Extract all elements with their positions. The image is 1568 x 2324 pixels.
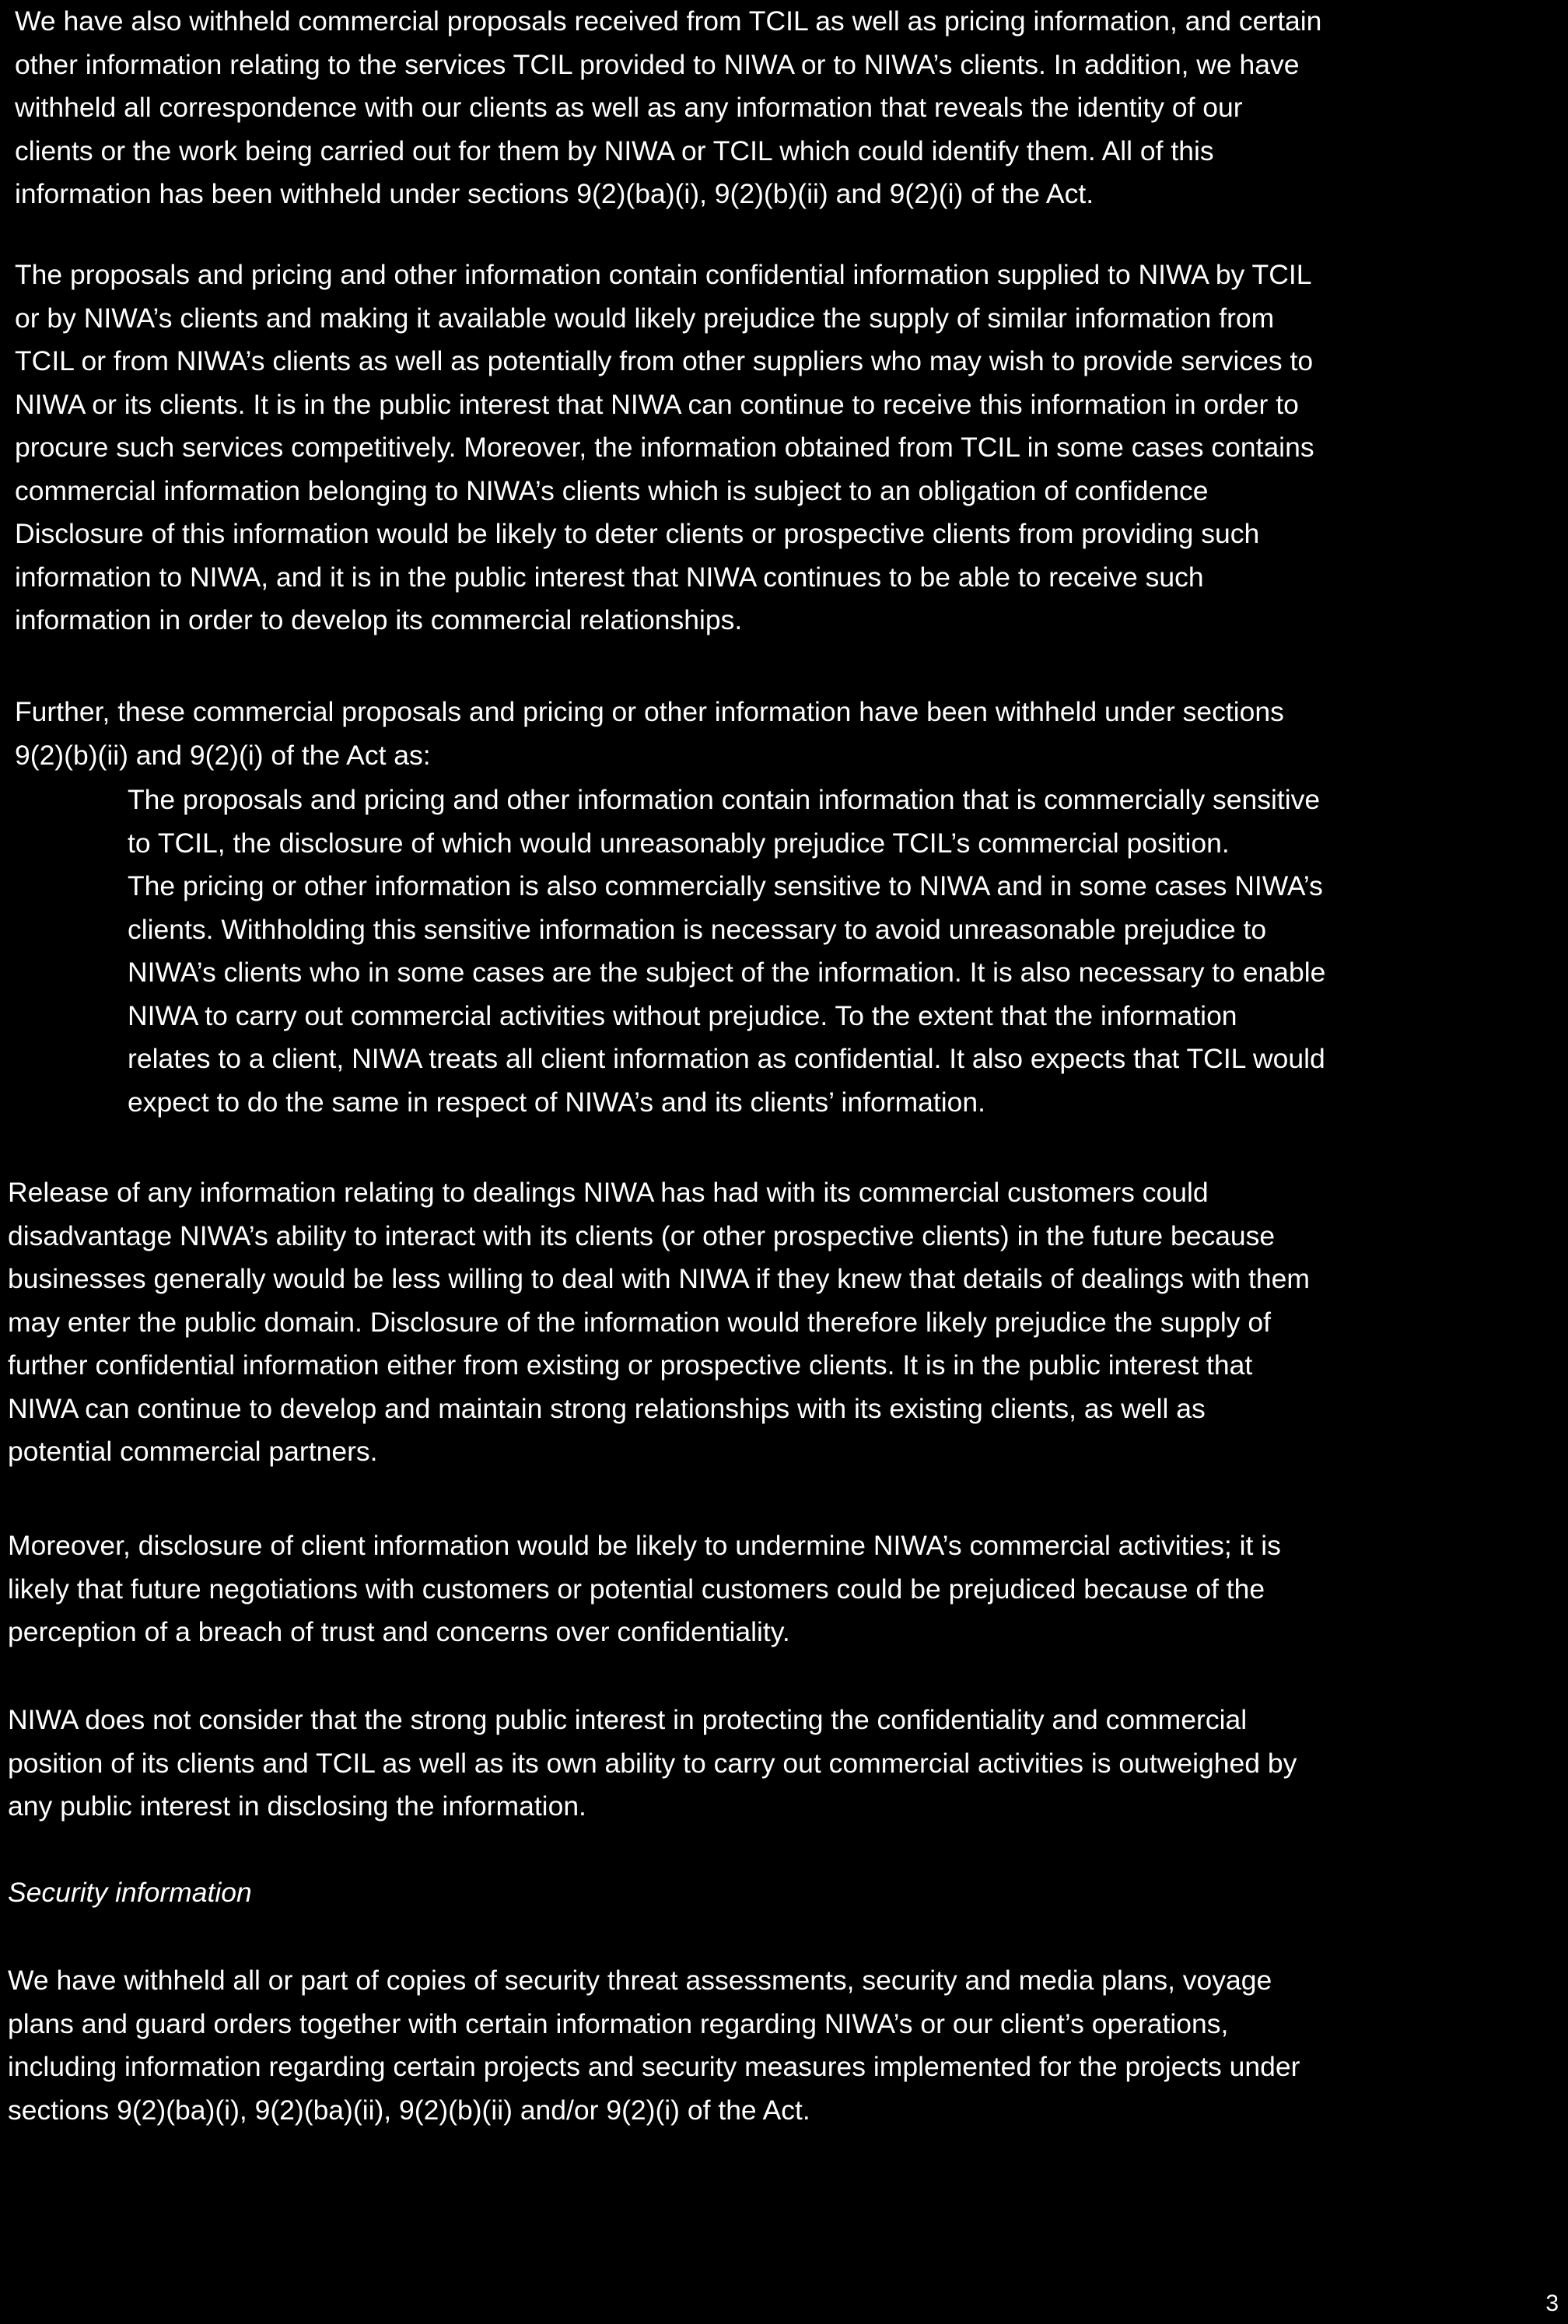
text-line: NIWA to carry out commercial activities without prejudice. To the extent that the information <box>128 999 1237 1031</box>
text-line: 9(2)(b)(ii) and 9(2)(i) of the Act as: <box>15 739 431 771</box>
text-line: clients. Withholding this sensitive information is necessary to avoid unreasonable prejudice to <box>128 913 1267 945</box>
text-line: procure such services competitively. Moreover, the information obtained from TCIL in some cases contains <box>15 432 1314 463</box>
text-line: withheld all correspondence with our clients as well as any information that reveals the identity of our <box>15 92 1243 123</box>
text-line: other information relating to the services TCIL provided to NIWA or to NIWA’s clients. In addition, we have <box>15 48 1300 80</box>
text-line: Release of any information relating to dealings NIWA has had with its commercial customers could <box>8 1177 1209 1208</box>
text-line: The proposals and pricing and other information contain information that is commercially sensitive <box>128 784 1321 815</box>
text-line: The pricing or other information is also commercially sensitive to NIWA and in some cases NIWA’s <box>128 870 1323 901</box>
text-line: NIWA or its clients. It is in the public interest that NIWA can continue to receive this information in order to <box>15 388 1299 420</box>
text-line: disadvantage NIWA’s ability to interact with its clients (or other prospective clients) in the future because <box>8 1220 1276 1251</box>
text-line: We have withheld all or part of copies of security threat assessments, security and media plans, voyage <box>8 1965 1272 1996</box>
text-line: further confidential information either from existing or prospective clients. It is in the public interest that <box>8 1349 1253 1381</box>
text-line: TCIL or from NIWA’s clients as well as potentially from other suppliers who may wish to provide services to <box>15 345 1314 376</box>
paragraph-security-withheld <box>8 1959 1300 2132</box>
text-line: commercial information belonging to NIWA’s clients which is subject to an obligation of confidence <box>15 474 1209 506</box>
text-line: clients or the work being carried out for them by NIWA or TCIL which could identify them. All of this <box>15 135 1214 166</box>
text-line: potential commercial partners. <box>8 1436 378 1467</box>
text-line: NIWA does not consider that the strong public interest in protecting the confidentiality and commercial <box>8 1704 1248 1735</box>
text-line: any public interest in disclosing the information. <box>8 1790 586 1822</box>
paragraph-disclosure-client <box>8 1524 1281 1654</box>
text-line: expect to do the same in respect of NIWA’s and its clients’ information. <box>128 1086 985 1118</box>
text-line: NIWA can continue to develop and maintain strong relationships with its existing clients, as well as <box>8 1392 1206 1424</box>
text-line: The proposals and pricing and other information contain confidential information supplied to NIWA by TCIL <box>15 259 1312 290</box>
text-line: perception of a breach of trust and concerns over confidentiality. <box>8 1616 790 1647</box>
text-line: businesses generally would be less willing to deal with NIWA if they knew that details of dealings with them <box>8 1263 1310 1294</box>
text-line: Further, these commercial proposals and pricing or other information have been withheld under sections <box>15 696 1284 727</box>
paragraph-indented-reasons <box>128 779 1325 1124</box>
paragraph-withheld-proposals <box>15 0 1321 216</box>
text-line: information in order to develop its commercial relationships. <box>15 604 743 635</box>
text-line: likely that future negotiations with customers or potential customers could be prejudiced because of the <box>8 1573 1265 1605</box>
text-line: sections 9(2)(ba)(i), 9(2)(ba)(ii), 9(2)(b)(ii) and/or 9(2)(i) of the Act. <box>8 2094 810 2126</box>
text-line: Moreover, disclosure of client information would be likely to undermine NIWA’s commercial activities; it is <box>8 1530 1281 1561</box>
text-line: or by NIWA’s clients and making it available would likely prejudice the supply of similar information from <box>15 302 1275 334</box>
text-line: Security information <box>8 1877 252 1908</box>
page-number: 3 <box>1545 2291 1559 2316</box>
paragraph-release-dealings <box>8 1171 1310 1474</box>
text-line: Disclosure of this information would be likely to deter clients or prospective clients from providing such <box>15 518 1260 549</box>
paragraph-further-withheld <box>15 691 1284 777</box>
text-line: NIWA’s clients who in some cases are the subject of the information. It is also necessary to enable <box>128 957 1326 988</box>
text-line: position of its clients and TCIL as well as its own ability to carry out commercial activities is outweighed by <box>8 1747 1297 1779</box>
text-line: may enter the public domain. Disclosure of the information would therefore likely prejudice the supply of <box>8 1306 1271 1338</box>
paragraph-public-interest <box>8 1699 1297 1829</box>
text-line: information has been withheld under sections 9(2)(ba)(i), 9(2)(b)(ii) and 9(2)(i) of the Act. <box>15 178 1094 209</box>
text-line: plans and guard orders together with certain information regarding NIWA’s or our client’s operations, <box>8 2007 1229 2039</box>
text-line: information to NIWA, and it is in the public interest that NIWA continues to be able to receive such <box>15 561 1204 593</box>
text-line: We have also withheld commercial proposals received from TCIL as well as pricing information, and certain <box>15 5 1322 37</box>
text-line: including information regarding certain projects and security measures implemented for the projects under <box>8 2051 1300 2082</box>
heading-security-information <box>8 1871 252 1915</box>
text-line: relates to a client, NIWA treats all client information as confidential. It also expects that TCIL would <box>128 1043 1325 1074</box>
paragraph-confidential-info <box>15 254 1314 642</box>
text-line: to TCIL, the disclosure of which would unreasonably prejudice TCIL’s commercial position. <box>128 827 1230 859</box>
